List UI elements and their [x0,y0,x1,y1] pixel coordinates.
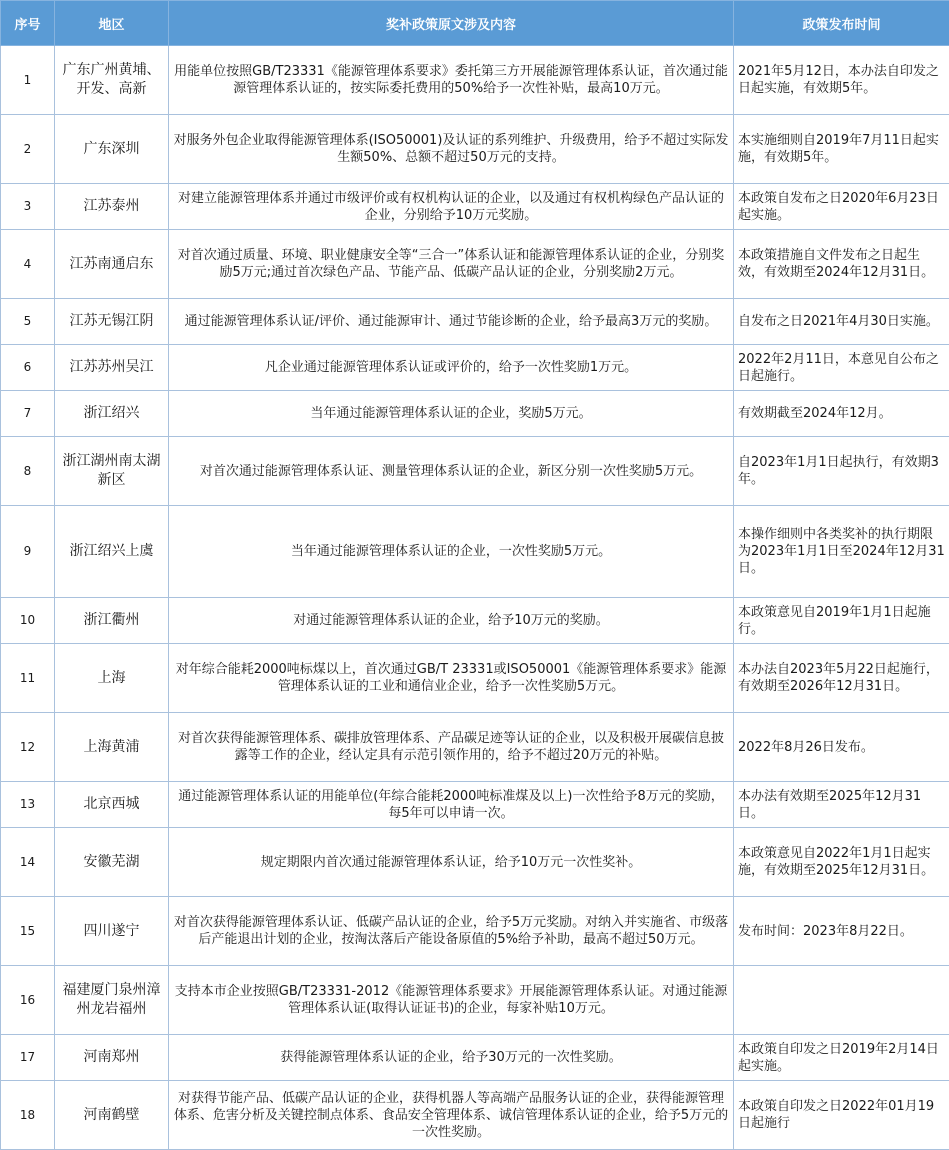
table-row [1,644,949,713]
table-row [1,230,949,299]
header-time: 政策发布时间 [734,1,949,46]
row-index: 5 [1,299,55,345]
row-region: 浙江绍兴上虞 [55,506,169,598]
row-content: 对首次获得能源管理体系认证、低碳产品认证的企业，给予5万元奖励。对纳入并实施省、市级落后产能退出计划的企业，按淘汰落后产能设备原值的5%给予补助，最高不超过50万元。 [169,897,734,966]
row-content: 对首次通过质量、环境、职业健康安全等“三合一”体系认证和能源管理体系认证的企业，分别奖励5万元;通过首次绿色产品、节能产品、低碳产品认证的企业，分别奖励2万元。 [169,230,734,299]
table-row [1,598,949,644]
row-time: 自发布之日2021年4月30日实施。 [734,299,949,345]
row-region: 安徽芜湖 [55,828,169,897]
row-index: 9 [1,506,55,598]
row-region: 河南鹤壁 [55,1081,169,1150]
row-time: 本办法自2023年5月22日起施行，有效期至2026年12月31日。 [734,644,949,713]
row-region: 江苏泰州 [55,184,169,230]
row-index: 2 [1,115,55,184]
header-row [1,1,949,46]
row-index: 14 [1,828,55,897]
table-row [1,713,949,782]
row-region: 浙江湖州南太湖新区 [55,437,169,506]
table-row [1,966,949,1035]
row-index: 16 [1,966,55,1035]
row-region: 福建厦门泉州漳州龙岩福州 [55,966,169,1035]
row-region: 上海 [55,644,169,713]
row-content: 对年综合能耗2000吨标煤以上，首次通过GB/T 23331或ISO50001《能源管理体系要求》能源管理体系认证的工业和通信业企业，给予一次性奖励5万元。 [169,644,734,713]
table-row [1,345,949,391]
table-row [1,437,949,506]
row-index: 1 [1,46,55,115]
row-time: 2022年2月11日，本意见自公布之日起施行。 [734,345,949,391]
row-time: 发布时间：2023年8月22日。 [734,897,949,966]
row-content: 用能单位按照GB/T23331《能源管理体系要求》委托第三方开展能源管理体系认证，首次通过能源管理体系认证的，按实际委托费用的50%给予一次性补贴，最高10万元。 [169,46,734,115]
table-row [1,782,949,828]
table-row [1,299,949,345]
row-content: 对首次通过能源管理体系认证、测量管理体系认证的企业，新区分别一次性奖励5万元。 [169,437,734,506]
row-time: 自2023年1月1日起执行，有效期3年。 [734,437,949,506]
row-time: 2021年5月12日，本办法自印发之日起实施，有效期5年。 [734,46,949,115]
row-region: 四川遂宁 [55,897,169,966]
row-time [734,966,949,1035]
row-time: 本政策自发布之日2020年6月23日起实施。 [734,184,949,230]
table-row [1,184,949,230]
table-row [1,1081,949,1150]
row-content: 对通过能源管理体系认证的企业，给予10万元的奖励。 [169,598,734,644]
header-index: 序号 [1,1,55,46]
row-content: 当年通过能源管理体系认证的企业，奖励5万元。 [169,391,734,437]
row-region: 河南郑州 [55,1035,169,1081]
row-time: 本实施细则自2019年7月11日起实施，有效期5年。 [734,115,949,184]
row-index: 10 [1,598,55,644]
row-content: 当年通过能源管理体系认证的企业，一次性奖励5万元。 [169,506,734,598]
table-row [1,46,949,115]
row-index: 17 [1,1035,55,1081]
row-index: 15 [1,897,55,966]
row-index: 3 [1,184,55,230]
row-time: 本操作细则中各类奖补的执行期限为2023年1月1日至2024年12月31日。 [734,506,949,598]
row-time: 本政策自印发之日2019年2月14日起实施。 [734,1035,949,1081]
row-time: 本政策意见自2022年1月1日起实施，有效期至2025年12月31日。 [734,828,949,897]
row-content: 对建立能源管理体系并通过市级评价或有权机构认证的企业，以及通过有权机构绿色产品认证的企业，分别给予10万元奖励。 [169,184,734,230]
row-region: 广东广州黄埔、开发、高新 [55,46,169,115]
row-time: 本政策措施自文件发布之日起生效，有效期至2024年12月31日。 [734,230,949,299]
table-row [1,897,949,966]
row-index: 12 [1,713,55,782]
row-content: 规定期限内首次通过能源管理体系认证，给予10万元一次性奖补。 [169,828,734,897]
table-row [1,828,949,897]
row-content: 对首次获得能源管理体系、碳排放管理体系、产品碳足迹等认证的企业，以及积极开展碳信息披露等工作的企业，经认定具有示范引领作用的，给予不超过20万元的补贴。 [169,713,734,782]
row-time: 本办法有效期至2025年12月31日。 [734,782,949,828]
row-content: 通过能源管理体系认证/评价、通过能源审计、通过节能诊断的企业，给予最高3万元的奖励。 [169,299,734,345]
row-index: 4 [1,230,55,299]
table-row [1,115,949,184]
row-region: 江苏无锡江阴 [55,299,169,345]
row-content: 对服务外包企业取得能源管理体系(ISO50001)及认证的系列维护、升级费用，给予不超过实际发生额50%、总额不超过50万元的支持。 [169,115,734,184]
header-content: 奖补政策原文涉及内容 [169,1,734,46]
row-index: 11 [1,644,55,713]
row-region: 浙江衢州 [55,598,169,644]
table-row [1,506,949,598]
row-region: 上海黄浦 [55,713,169,782]
row-content: 支持本市企业按照GB/T23331-2012《能源管理体系要求》开展能源管理体系认证。对通过能源管理体系认证(取得认证证书)的企业，每家补贴10万元。 [169,966,734,1035]
row-region: 广东深圳 [55,115,169,184]
row-content: 凡企业通过能源管理体系认证或评价的，给予一次性奖励1万元。 [169,345,734,391]
row-time: 2022年8月26日发布。 [734,713,949,782]
header-region: 地区 [55,1,169,46]
row-region: 江苏苏州吴江 [55,345,169,391]
row-time: 本政策意见自2019年1月1日起施行。 [734,598,949,644]
row-index: 7 [1,391,55,437]
row-region: 江苏南通启东 [55,230,169,299]
row-content: 通过能源管理体系认证的用能单位(年综合能耗2000吨标准煤及以上)一次性给予8万元的奖励，每5年可以申请一次。 [169,782,734,828]
row-time: 本政策自印发之日2022年01月19日起施行 [734,1081,949,1150]
row-region: 浙江绍兴 [55,391,169,437]
table-row [1,1035,949,1081]
row-index: 18 [1,1081,55,1150]
row-region: 北京西城 [55,782,169,828]
row-index: 6 [1,345,55,391]
row-content: 对获得节能产品、低碳产品认证的企业，获得机器人等高端产品服务认证的企业，获得能源管理体系、危害分析及关键控制点体系、食品安全管理体系、诚信管理体系认证的企业，给予5万元的一次性奖励。 [169,1081,734,1150]
row-content: 获得能源管理体系认证的企业，给予30万元的一次性奖励。 [169,1035,734,1081]
row-time: 有效期截至2024年12月。 [734,391,949,437]
table-row [1,391,949,437]
row-index: 13 [1,782,55,828]
row-index: 8 [1,437,55,506]
